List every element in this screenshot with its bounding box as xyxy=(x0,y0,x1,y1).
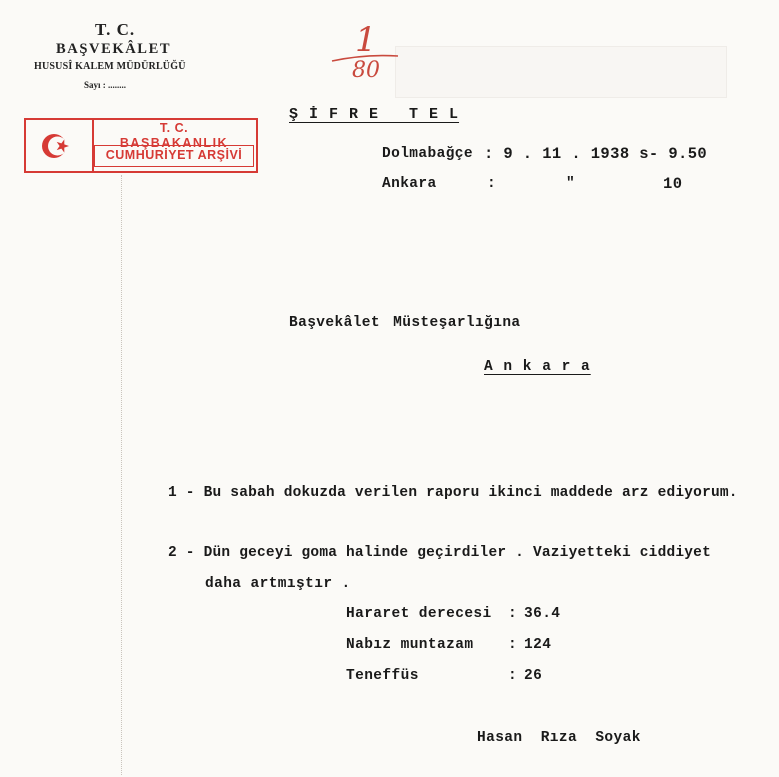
vital-label-temperature: Hararet derecesi xyxy=(346,606,492,622)
dest-colon: : xyxy=(487,176,497,192)
addressee-city xyxy=(484,359,591,375)
stamp-emblem-panel xyxy=(26,120,94,171)
letterhead-office: BAŞVEKÂLET xyxy=(56,41,172,57)
letterhead-tc: T. C. xyxy=(95,20,136,39)
origin-time: : 9 . 11 . 1938 s- 9.50 xyxy=(484,145,708,163)
vital-value-respiration: 26 xyxy=(524,668,543,684)
vital-sep-respiration: : xyxy=(508,668,518,684)
vital-label-respiration: Teneffüs xyxy=(346,668,419,684)
dest-place: Ankara xyxy=(382,176,437,192)
vital-value-pulse: 124 xyxy=(524,637,552,653)
vital-label-pulse: Nabız muntazam xyxy=(346,637,474,653)
stamp-line-tc: T. C. xyxy=(159,121,189,135)
archive-stamp xyxy=(24,118,258,173)
vital-sep-temperature: : xyxy=(508,606,518,622)
addressee-city-text: A n k a r a xyxy=(484,359,591,375)
stamp-line-archive: CUMHURİYET ARŞİVİ xyxy=(105,148,243,162)
stamp-line-basbakanlik: BAŞBAKANLIK xyxy=(119,136,229,150)
body-item-2-line-1: 2 - Dün geceyi goma halinde geçirdiler . Vaziyetteki ciddiyet xyxy=(168,545,711,561)
telegram-type xyxy=(289,106,459,123)
dest-ditto: " xyxy=(566,176,576,192)
stamp-archive-box xyxy=(94,145,254,167)
folio-denominator: 80 xyxy=(352,58,380,83)
letterhead-department: HUSUSÎ KALEM MÜDÜRLÜĞÜ xyxy=(34,61,186,72)
body-item-1: 1 - Bu sabah dokuzda verilen raporu ikinci maddede arz ediyorum. xyxy=(168,485,738,501)
faint-archive-mark xyxy=(395,46,727,98)
crescent-star-icon xyxy=(26,120,92,171)
origin-place: Dolmabağçe xyxy=(382,146,474,162)
folio-numerator: 1 xyxy=(355,20,377,60)
vital-value-temperature: 36.4 xyxy=(524,606,561,622)
letterhead-sayi: Sayı : ........ xyxy=(84,80,127,90)
body-item-2-line-2: daha artmıştır . xyxy=(205,576,351,592)
telegram-type-text: Ş İ F R E T E L xyxy=(289,106,460,123)
addressee-line: Başvekâlet Müsteşarlığına xyxy=(289,315,521,331)
signature: Hasan Rıza Soyak xyxy=(477,730,641,746)
margin-rule xyxy=(121,175,122,775)
vital-sep-pulse: : xyxy=(508,637,518,653)
dest-time: 10 xyxy=(663,175,683,193)
stamp-text-panel xyxy=(92,120,256,171)
